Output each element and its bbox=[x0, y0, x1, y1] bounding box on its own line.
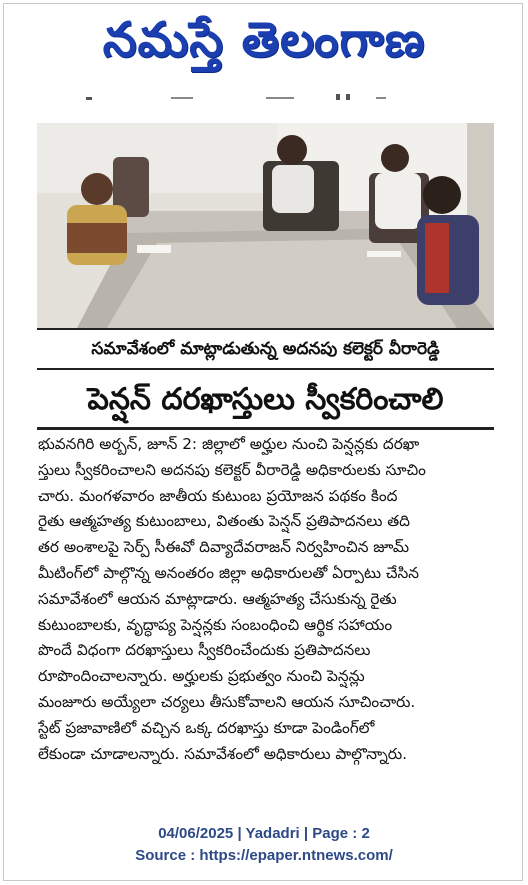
newspaper-masthead: నమస్తే తెలంగాణ bbox=[102, 12, 426, 68]
article-line: మంజూరు అయ్యేలా చర్యలు తీసుకోవాలని ఆయన సూచించారు. bbox=[38, 692, 416, 711]
meeting-photo bbox=[37, 123, 494, 328]
article-line: కుటుంబాలకు, వృద్ధాప్య పెన్షన్లకు సంబంధించి ఆర్థిక సహాయం bbox=[38, 615, 393, 634]
article-line: చారు. మంగళవారం జాతీయ కుటుంబ ప్రయోజన పథకం కింద bbox=[38, 486, 398, 505]
article-line: రూపొందించాలన్నారు. అర్హులకు ప్రభుత్వం నుంచి పెన్షన్లు bbox=[38, 667, 365, 686]
footer-source-link[interactable]: Source : https://epaper.ntnews.com/ bbox=[135, 847, 393, 864]
article-line: భువనగిరి అర్బన్, జూన్ 2: జిల్లాలో అర్హుల నుంచి పెన్షన్లకు దరఖా bbox=[38, 435, 420, 453]
article-line: స్టేట్ ప్రజావాణిలో వచ్చిన ఒక్క దరఖాస్తు కూడా పెండింగ్‌లో bbox=[38, 718, 375, 737]
article-body bbox=[38, 432, 494, 767]
article-line: పొందే విధంగా దరఖాస్తులు స్వీకరించేందుకు ప్రతిపాదనలు bbox=[38, 641, 371, 660]
article-headline: పెన్షన్ దరఖాస్తులు స్వీకరించాలి bbox=[87, 382, 444, 417]
article-line: స్తులు స్వీకరించాలని అదనపు కలెక్టర్ వీరారెడ్డి అధికారులకు సూచిం bbox=[38, 460, 426, 479]
photo-caption: సమావేశంలో మాట్లాడుతున్న అదనపు కలెక్టర్ వీరారెడ్డి bbox=[37, 328, 494, 370]
article-line: రైతు ఆత్మహత్య కుటుంబాలు, వితంతు పెన్షన్ ప్రతిపాదనలు తది bbox=[38, 512, 410, 531]
headline-divider bbox=[37, 427, 494, 430]
article-line: సమావేశంలో ఆయన మాట్లాడారు. ఆత్మహత్య చేసుకున్న రైతు bbox=[38, 589, 397, 608]
footer-date-line: 04/06/2025 | Yadadri | Page : 2 bbox=[158, 825, 370, 842]
article-line: తర అంశాలపై సెర్ప్ సీఈవో దివ్యాదేవరాజన్ నిర్వహించిన జూమ్ bbox=[38, 538, 410, 557]
article-line: మీటింగ్‌లో పాల్గొన్న అనంతరం జిల్లా అధికారులతో ఏర్పాటు చేసిన bbox=[38, 563, 420, 582]
clipping-edge-marks bbox=[36, 94, 492, 102]
article-line: లేకుండా చూడాలన్నారు. సమావేశంలో అధికారులు పాల్గొన్నారు. bbox=[38, 744, 407, 763]
